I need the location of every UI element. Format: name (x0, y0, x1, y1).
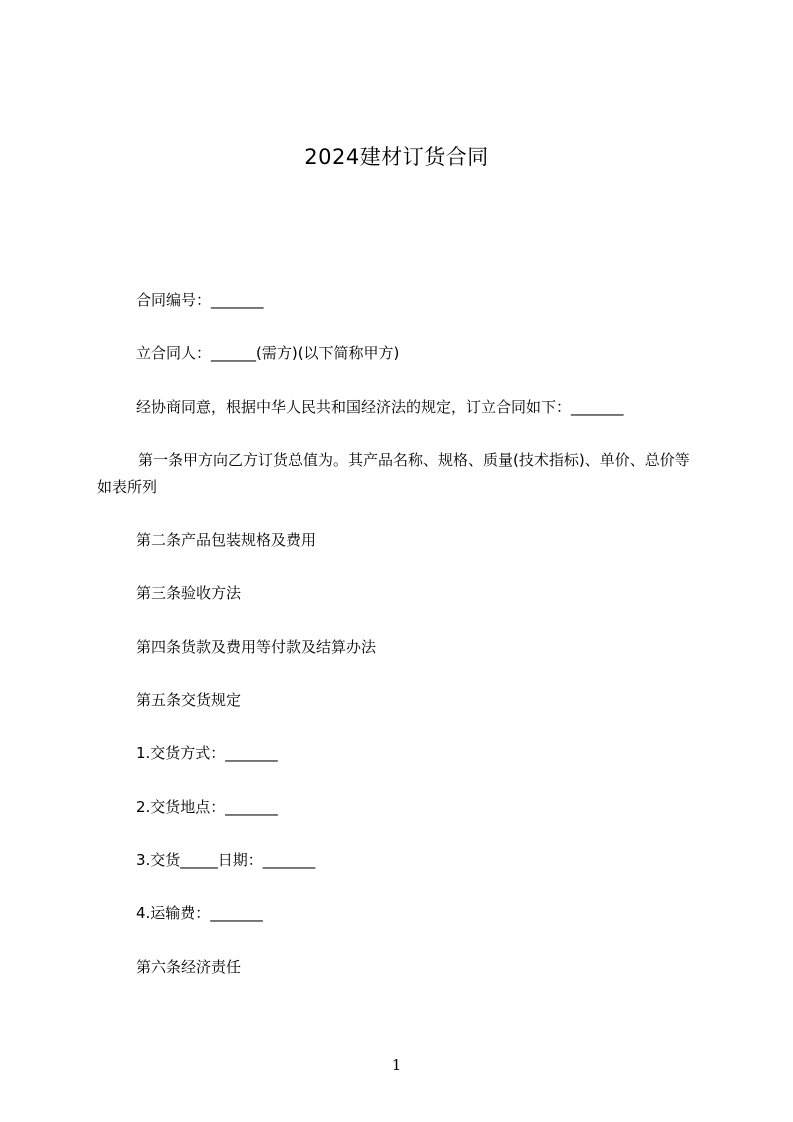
contract-number-line: 合同编号：_______ (136, 291, 264, 309)
article-6-heading: 第六条经济责任 (136, 958, 242, 976)
article-3-heading: 第三条验收方法 (136, 584, 242, 602)
page-number: 1 (391, 1056, 402, 1074)
transport-fee-line: 4.运输费：_______ (136, 904, 263, 922)
preamble-paragraph: 经协商同意，根据中华人民共和国经济法的规定，订立合同如下：_______ (136, 398, 624, 416)
delivery-location-line: 2.交货地点：_______ (136, 798, 278, 816)
delivery-method-line: 1.交货方式：_______ (136, 744, 278, 762)
article-2-heading: 第二条产品包装规格及费用 (136, 531, 317, 549)
article-4-heading: 第四条货款及费用等付款及结算办法 (136, 638, 377, 656)
article-1-paragraph: 第一条甲方向乙方订货总值为。其产品名称、规格、质量(技术指标)、单价、总价等如表所列 (97, 451, 690, 496)
contracting-party-line: 立合同人：______(需方)(以下简称甲方) (136, 344, 400, 362)
delivery-date-line: 3.交货_____日期：_______ (136, 851, 316, 869)
document-title: 2024建材订货合同 (304, 145, 489, 169)
article-5-heading: 第五条交货规定 (136, 691, 242, 709)
